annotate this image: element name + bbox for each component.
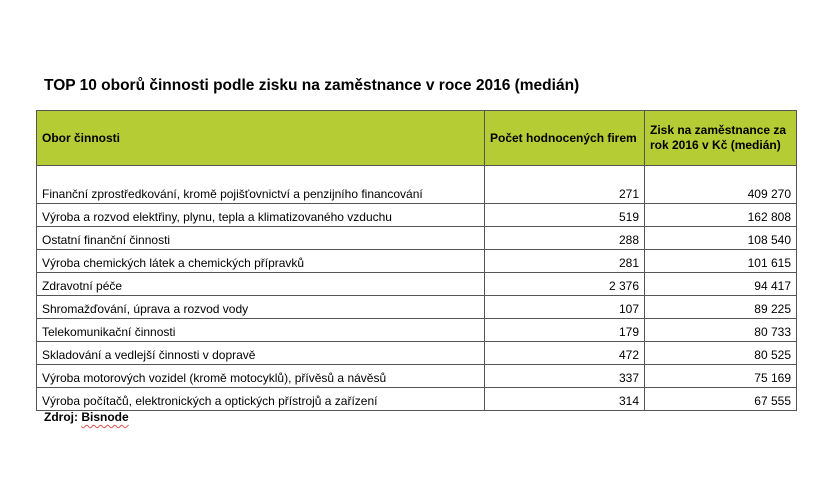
cell-count: 519	[485, 204, 645, 227]
source-label: Zdroj:	[44, 410, 78, 424]
table-row	[37, 319, 797, 342]
cell-count: 2 376	[485, 273, 645, 296]
cell-activity: Ostatní finanční činnosti	[37, 227, 485, 250]
column-header-count: Počet hodnocených firem	[485, 111, 645, 166]
source-name: Bisnode	[81, 410, 129, 424]
page-title: TOP 10 oborů činnosti podle zisku na zaměstnance v roce 2016 (medián)	[44, 77, 580, 94]
table-row	[37, 166, 797, 204]
table-row	[37, 227, 797, 250]
cell-activity: Zdravotní péče	[37, 273, 485, 296]
table-header-row	[37, 111, 797, 166]
table-row	[37, 250, 797, 273]
cell-profit: 101 615	[645, 250, 797, 273]
cell-count: 271	[485, 166, 645, 204]
cell-profit: 409 270	[645, 166, 797, 204]
cell-activity: Výroba počítačů, elektronických a optických přístrojů a zařízení	[37, 388, 485, 411]
cell-activity: Finanční zprostředkování, kromě pojišťovnictví a penzijního financování	[37, 166, 485, 204]
cell-activity: Shromažďování, úprava a rozvod vody	[37, 296, 485, 319]
cell-profit: 162 808	[645, 204, 797, 227]
cell-activity: Výroba a rozvod elektřiny, plynu, tepla a klimatizovaného vzduchu	[37, 204, 485, 227]
table-row	[37, 273, 797, 296]
table-row	[37, 342, 797, 365]
table-row	[37, 388, 797, 411]
cell-count: 337	[485, 365, 645, 388]
cell-profit: 80 733	[645, 319, 797, 342]
table-row	[37, 365, 797, 388]
data-table	[36, 110, 797, 411]
table-row	[37, 204, 797, 227]
column-header-profit: Zisk na zaměstnance za rok 2016 v Kč (medián)	[645, 111, 797, 166]
cell-activity: Skladování a vedlejší činnosti v dopravě	[37, 342, 485, 365]
cell-activity: Výroba motorových vozidel (kromě motocyklů), přívěsů a návěsů	[37, 365, 485, 388]
cell-count: 179	[485, 319, 645, 342]
cell-count: 472	[485, 342, 645, 365]
cell-count: 107	[485, 296, 645, 319]
source-note	[44, 410, 129, 424]
cell-profit: 89 225	[645, 296, 797, 319]
cell-profit: 94 417	[645, 273, 797, 296]
cell-profit: 108 540	[645, 227, 797, 250]
cell-count: 314	[485, 388, 645, 411]
cell-count: 288	[485, 227, 645, 250]
cell-profit: 75 169	[645, 365, 797, 388]
cell-profit: 80 525	[645, 342, 797, 365]
column-header-activity: Obor činnosti	[37, 111, 485, 166]
cell-activity: Telekomunikační činnosti	[37, 319, 485, 342]
cell-activity: Výroba chemických látek a chemických přípravků	[37, 250, 485, 273]
cell-count: 281	[485, 250, 645, 273]
table-row	[37, 296, 797, 319]
cell-profit: 67 555	[645, 388, 797, 411]
